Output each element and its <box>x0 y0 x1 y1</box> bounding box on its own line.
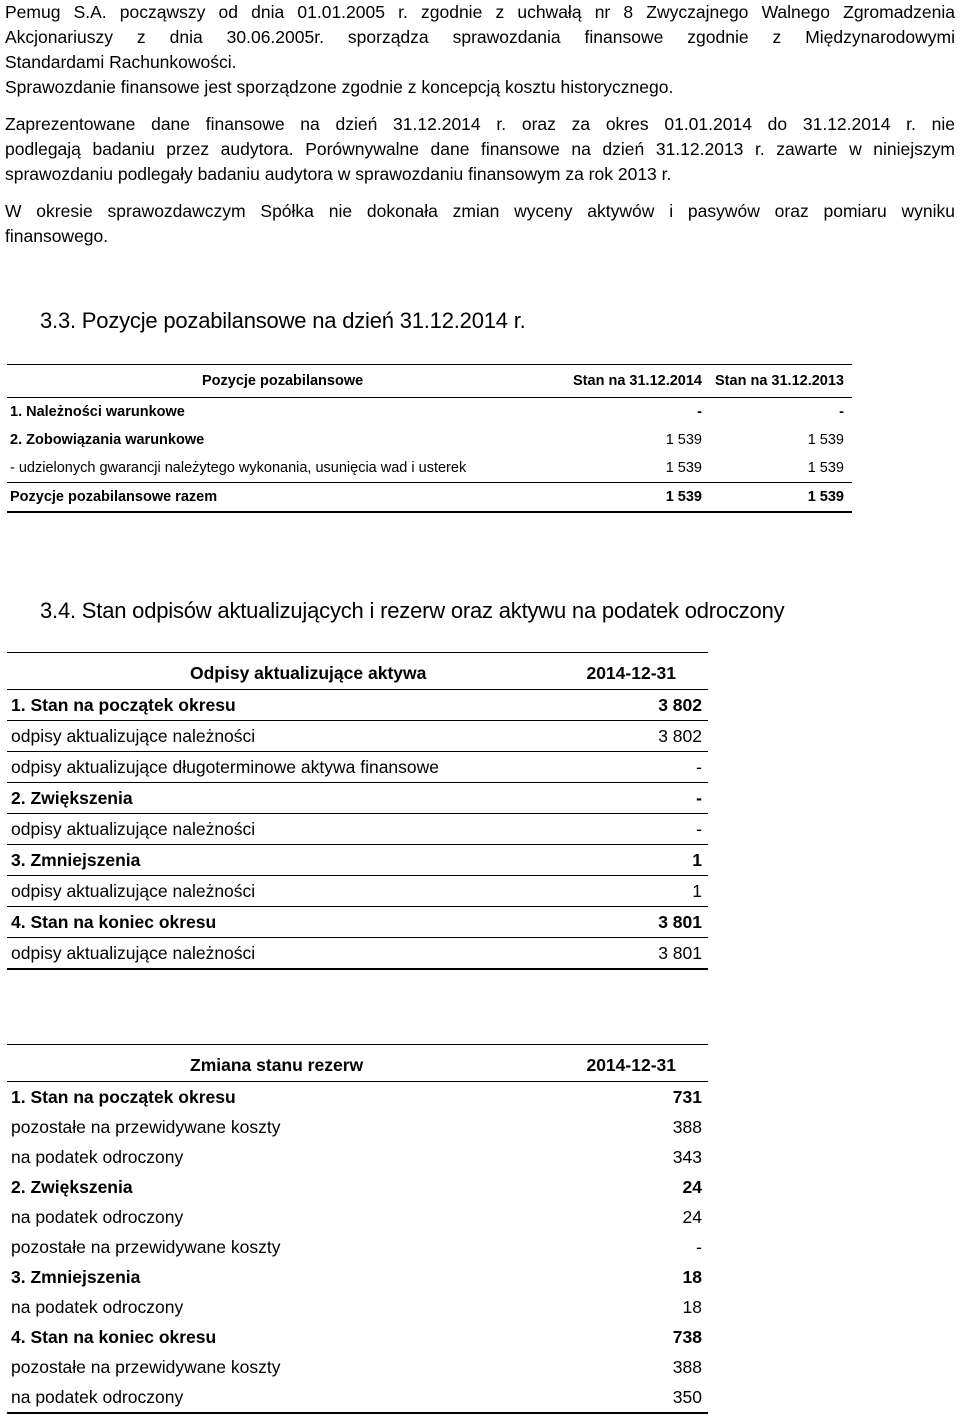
row-label: 4. Stan na koniec okresu <box>11 912 217 932</box>
row-label: odpisy aktualizujące należności <box>11 943 256 963</box>
row-label: na podatek odroczony <box>11 1207 184 1227</box>
row-label: 2. Zwiększenia <box>11 1177 133 1197</box>
table-row <box>7 1172 708 1202</box>
row-label: na podatek odroczony <box>11 1147 184 1167</box>
row-value: 18 <box>682 1297 702 1317</box>
table-row <box>7 454 852 483</box>
row-label: na podatek odroczony <box>11 1297 184 1317</box>
header-label: Zmiana stanu rezerw <box>190 1055 364 1075</box>
row-label: pozostałe na przewidywane koszty <box>11 1237 281 1257</box>
row-value-2013: - <box>839 404 844 420</box>
row-label: odpisy aktualizujące należności <box>11 881 256 901</box>
row-value: - <box>696 757 702 777</box>
table-row <box>7 876 708 907</box>
table-total-row <box>7 483 852 513</box>
row-value-2013: 1 539 <box>807 432 844 448</box>
table-row <box>7 907 708 938</box>
row-value: - <box>696 1237 702 1257</box>
header-2013: Stan na 31.12.2013 <box>715 373 844 389</box>
row-value: 24 <box>682 1207 702 1227</box>
intro-line: W okresie sprawozdawczym Spółka nie dokonała zmian wyceny aktywów i pasywów oraz pomiaru wyniku <box>5 201 955 221</box>
row-value-2013: 1 539 <box>807 460 844 476</box>
intro-line: Pemug S.A. począwszy od dnia 01.01.2005 r. zgodnie z uchwałą nr 8 Zwyczajnego Walnego Zgromadzenia <box>5 2 955 22</box>
row-value: 3 801 <box>658 912 702 932</box>
row-label: 1. Stan na początek okresu <box>11 695 236 715</box>
table-row <box>7 1202 708 1232</box>
row-label: odpisy aktualizujące należności <box>11 819 256 839</box>
table-row <box>7 1292 708 1322</box>
row-value: 350 <box>672 1387 702 1407</box>
row-label: Pozycje pozabilansowe razem <box>10 489 218 505</box>
table-header-row <box>7 1044 708 1082</box>
row-label: 3. Zmniejszenia <box>11 850 141 870</box>
row-value: 388 <box>672 1117 702 1137</box>
table-row <box>7 1262 708 1292</box>
table-row <box>7 1352 708 1382</box>
row-value: - <box>696 788 702 808</box>
row-value: 3 802 <box>658 695 702 715</box>
row-value-2013: 1 539 <box>807 489 844 505</box>
table-header-row <box>7 364 852 398</box>
row-label: odpisy aktualizujące należności <box>11 726 256 746</box>
row-value: 3 802 <box>658 726 702 746</box>
table-row <box>7 938 708 970</box>
row-value: 1 <box>692 850 702 870</box>
table-row <box>7 1142 708 1172</box>
section-3-4-title: 3.4. Stan odpisów aktualizujących i rezerw oraz aktywu na podatek odroczony <box>40 598 785 623</box>
row-value: 24 <box>682 1177 702 1197</box>
intro-paragraph-2 <box>5 112 955 187</box>
header-date: 2014-12-31 <box>586 663 676 683</box>
row-value: 343 <box>672 1147 702 1167</box>
table-row <box>7 1112 708 1142</box>
intro-line: sprawozdaniu podlegały badaniu audytora w sprawozdaniu finansowym za rok 2013 r. <box>5 164 672 184</box>
intro-line: Sprawozdanie finansowe jest sporządzone zgodnie z koncepcją kosztu historycznego. <box>5 77 674 97</box>
off-balance-table <box>7 364 852 513</box>
table-row <box>7 1082 708 1112</box>
row-label: 3. Zmniejszenia <box>11 1267 141 1287</box>
header-date: 2014-12-31 <box>586 1055 676 1075</box>
row-value: - <box>696 819 702 839</box>
table-row <box>7 426 852 454</box>
table-row <box>7 752 708 783</box>
table-row <box>7 398 852 426</box>
table-header-row <box>7 652 708 690</box>
row-value: 3 801 <box>658 943 702 963</box>
header-2014: Stan na 31.12.2014 <box>573 373 702 389</box>
row-value: 738 <box>672 1327 702 1347</box>
table-row <box>7 845 708 876</box>
row-value: 1 <box>692 881 702 901</box>
impairment-table <box>7 652 708 970</box>
row-label: odpisy aktualizujące długoterminowe aktywa finansowe <box>11 757 440 777</box>
row-label: 2. Zwiększenia <box>11 788 133 808</box>
row-value-2014: 1 539 <box>665 489 702 505</box>
row-value-2014: 1 539 <box>665 460 702 476</box>
table-row <box>7 814 708 845</box>
row-label: 1. Należności warunkowe <box>10 404 185 420</box>
table-row <box>7 783 708 814</box>
row-label: pozostałe na przewidywane koszty <box>11 1357 281 1377</box>
table-row <box>7 721 708 752</box>
row-label: 2. Zobowiązania warunkowe <box>10 432 205 448</box>
table-row <box>7 1322 708 1352</box>
intro-line: podlegają badaniu przez audytora. Porównywalne dane finansowe na dzień 31.12.2013 r. zawarte w niniejszym <box>5 139 955 159</box>
table-row <box>7 1232 708 1262</box>
row-value: 388 <box>672 1357 702 1377</box>
row-label: pozostałe na przewidywane koszty <box>11 1117 281 1137</box>
row-value-2014: - <box>697 404 702 420</box>
row-value-2014: 1 539 <box>665 432 702 448</box>
row-label: 4. Stan na koniec okresu <box>11 1327 217 1347</box>
section-3-3-title: 3.3. Pozycje pozabilansowe na dzień 31.12.2014 r. <box>40 308 526 333</box>
intro-line: Akcjonariuszy z dnia 30.06.2005r. sporządza sprawozdania finansowe zgodnie z Międzynarodowymi <box>5 27 955 47</box>
table-row <box>7 1382 708 1414</box>
row-label: - udzielonych gwarancji należytego wykonania, usunięcia wad i usterek <box>10 460 467 476</box>
intro-line: Standardami Rachunkowości. <box>5 52 237 72</box>
row-label: 1. Stan na początek okresu <box>11 1087 236 1107</box>
intro-line: Zaprezentowane dane finansowe na dzień 31.12.2014 r. oraz za okres 01.01.2014 do 31.12.2014 r. nie <box>5 114 955 134</box>
header-positions: Pozycje pozabilansowe <box>202 373 364 389</box>
provisions-table <box>7 1044 708 1414</box>
row-value: 18 <box>682 1267 702 1287</box>
table-row <box>7 690 708 721</box>
intro-paragraph-1 <box>5 0 955 100</box>
row-value: 731 <box>672 1087 702 1107</box>
row-label: na podatek odroczony <box>11 1387 184 1407</box>
header-label: Odpisy aktualizujące aktywa <box>190 663 427 683</box>
intro-line: finansowego. <box>5 226 109 246</box>
intro-paragraph-3 <box>5 199 955 249</box>
